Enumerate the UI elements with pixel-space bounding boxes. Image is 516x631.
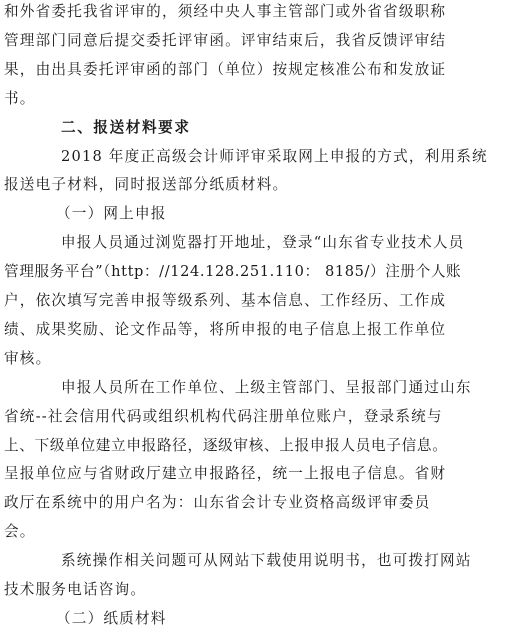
paragraph-line: 呈报单位应与省财政厅建立申报路径，统一上报电子信息。省财 bbox=[4, 465, 447, 483]
paragraph-line: 省统--社会信用代码或组织机构代码注册单位账户，登录系统与 bbox=[4, 407, 443, 425]
paragraph-line: 管理部门同意后提交委托评审函。评审结束后，我省反馈评审结 bbox=[4, 31, 447, 49]
paragraph-line: 系统操作相关问题可从网站下载使用说明书，也可拨打网站 bbox=[61, 552, 472, 570]
section-heading: 二、报送材料要求 bbox=[61, 118, 191, 136]
paragraph-line: 审核。 bbox=[4, 349, 52, 367]
paragraph-line: 绩、成果奖励、论文作品等，将所申报的电子信息上报工作单位 bbox=[4, 320, 447, 338]
paragraph-line: 申报人员所在工作单位、上级主管部门、呈报部门通过山东 bbox=[61, 378, 472, 396]
paragraph-line: 报送电子材料，同时报送部分纸质材料。 bbox=[4, 176, 289, 194]
paragraph-line: 2018 年度正高级会计师评审采取网上申报的方式，利用系统 bbox=[61, 147, 488, 165]
paragraph-line: 和外省委托我省评审的，须经中央人事主管部门或外省省级职称 bbox=[4, 3, 447, 20]
paragraph-line: 果，由出具委托评审函的部门（单位）按规定核准公布和发放证 bbox=[4, 60, 447, 78]
paragraph-line: 技术服务电话咨询。 bbox=[4, 581, 147, 599]
paragraph-line: 申报人员通过浏览器打开地址，登录“山东省专业技术人员 bbox=[61, 234, 465, 252]
paragraph-line: 会。 bbox=[4, 523, 36, 541]
sub-heading: （一）网上申报 bbox=[56, 205, 167, 223]
paragraph-line: 上、下级单位建立申报路径，逐级审核、上报申报人员电子信息。 bbox=[4, 436, 448, 454]
paragraph-line: 书。 bbox=[4, 89, 36, 107]
paragraph-line: 政厅在系统中的用户名为：山东省会计专业资格高级评审委员 bbox=[4, 494, 431, 512]
sub-heading: （二）纸质材料 bbox=[56, 610, 167, 627]
paragraph-line: 户，依次填写完善申报等级系列、基本信息、工作经历、工作成 bbox=[4, 292, 447, 310]
paragraph-line: 管理服务平台”（http：//124.128.251.110： 8185/）注册个人账 bbox=[4, 263, 462, 281]
